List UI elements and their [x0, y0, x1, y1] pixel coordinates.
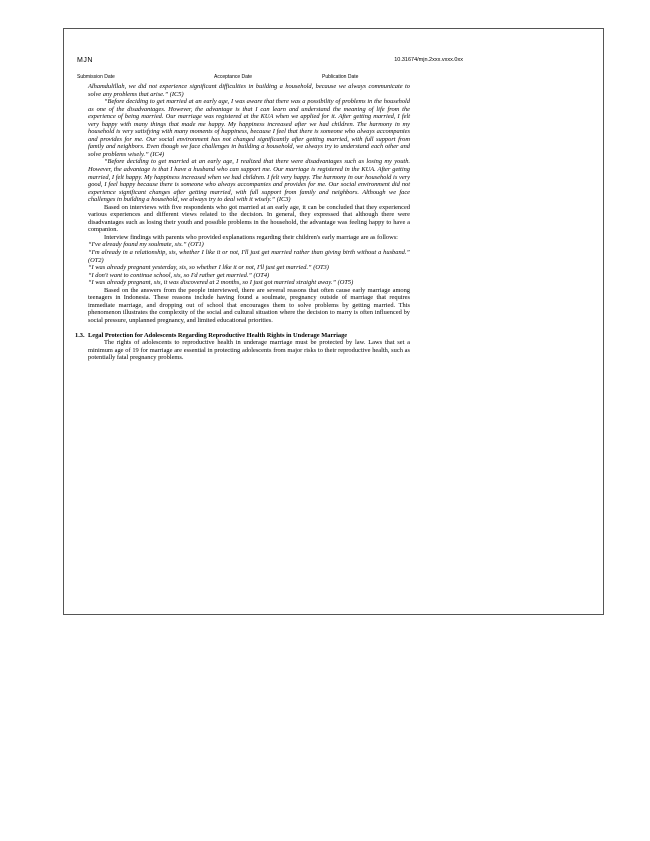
quote-paragraph: “Before deciding to get married at an early age, I was aware that there was a possibility of problems in the household as one of the disadvantages. However, the advantage is that I can learn and understand the meaning of life from the experience of being married. Our marriage was registered at the KUA when we applied for it. After getting married, I felt very happy with many things that made me happy. My happiness increased after we had children. The harmony in my household is very satisfying with many moments of happiness, because I feel that there is someone who always accompanies and provides for me. Our social environment has not changed significantly after getting married, with full support from family and neighbors. Even though we face challenges in building a household, we always try to understand each other and solve problems wisely.” (IC4) — [88, 98, 410, 158]
section-heading — [75, 331, 410, 340]
parent-quote: “I've already found my soulmate, sis.” (OT1) — [88, 241, 204, 249]
document-page — [63, 28, 604, 615]
parent-quote: “I'm already in a relationship, sis, whether I like it or not, I'll just get married rather than giving birth without a husband.” (OT2) — [88, 249, 410, 264]
section-number: 1.3. — [75, 331, 85, 339]
body-paragraph: Based on the answers from the people interviewed, there are several reasons that often cause early marriage among teenagers in Indonesia. These reasons include having found a soulmate, pregnancy outside of marriage that requires immediate marriage, and dropping out of school that encourages them to solve problems by getting married. This phenomenon illustrates the complexity of the social and cultural situation where the decision to marry is often influenced by social pressure, unplanned pregnancy, and limited educational priorities. — [88, 286, 410, 324]
parent-quote: “I don't want to continue school, sis, so I'd rather get married.” (OT4) — [88, 271, 270, 279]
body-paragraph: Interview findings with parents who provided explanations regarding their children's early marriage are as follows: — [104, 233, 398, 241]
journal-logo: MJN — [77, 57, 93, 64]
acceptance-date-label: Acceptance Date — [214, 74, 253, 80]
quote-paragraph: “Before deciding to get married at an early age, I realized that there were disadvantages such as losing my youth. However, the advantage is that I have a husband who can support me. Our marriage is registered in the KUA. After getting married, I felt happy. My happiness increased when we had children. I felt very happy. The harmony in our household is very good, I feel happy because there is someone who always accompanies and provides for me. Our social environment did not experience significant changes after getting married, with full support from family and neighbors. Although we face challenges in building a household, we always try to deal with it wisely.” (IC3) — [88, 158, 410, 204]
quote-paragraph: Alhamdulillah, we did not experience significant difficulties in building a household, because we always communicate to solve any problems that arise.” (IC5) — [88, 83, 410, 98]
publication-date-label: Publication Date — [322, 74, 359, 80]
parent-quote: “I was already pregnant yesterday, sis, so whether I like it or not, I'll just get married.” (OT3) — [88, 264, 329, 272]
submission-date-label: Submission Date — [77, 74, 115, 80]
section-paragraph: The rights of adolescents to reproductive health in underage marriage must be protected by law. Laws that set a minimum age of 19 for marriage are essential in protecting adolescents from major risks to their reproductive health, such as potentially fatal pregnancy problems. — [88, 339, 410, 362]
section-title: Legal Protection for Adolescents Regarding Reproductive Health Rights in Underage Marriage — [88, 331, 348, 339]
body-paragraph: Based on interviews with five respondents who got married at an early age, it can be concluded that they experienced various experiences and different views related to the decision. In general, they expressed that although there were disadvantages such as losing their youth and possible problems in the household, the advantage was feeling happy to have a companion. — [88, 203, 410, 234]
doi-text: 10.31674/mjn.2xxx.vxxx.0xx — [394, 57, 463, 63]
parent-quote: “I was already pregnant, sis, it was discovered at 2 months, so I just got married straight away.” (OT5) — [88, 279, 354, 287]
article-body — [75, 83, 410, 362]
